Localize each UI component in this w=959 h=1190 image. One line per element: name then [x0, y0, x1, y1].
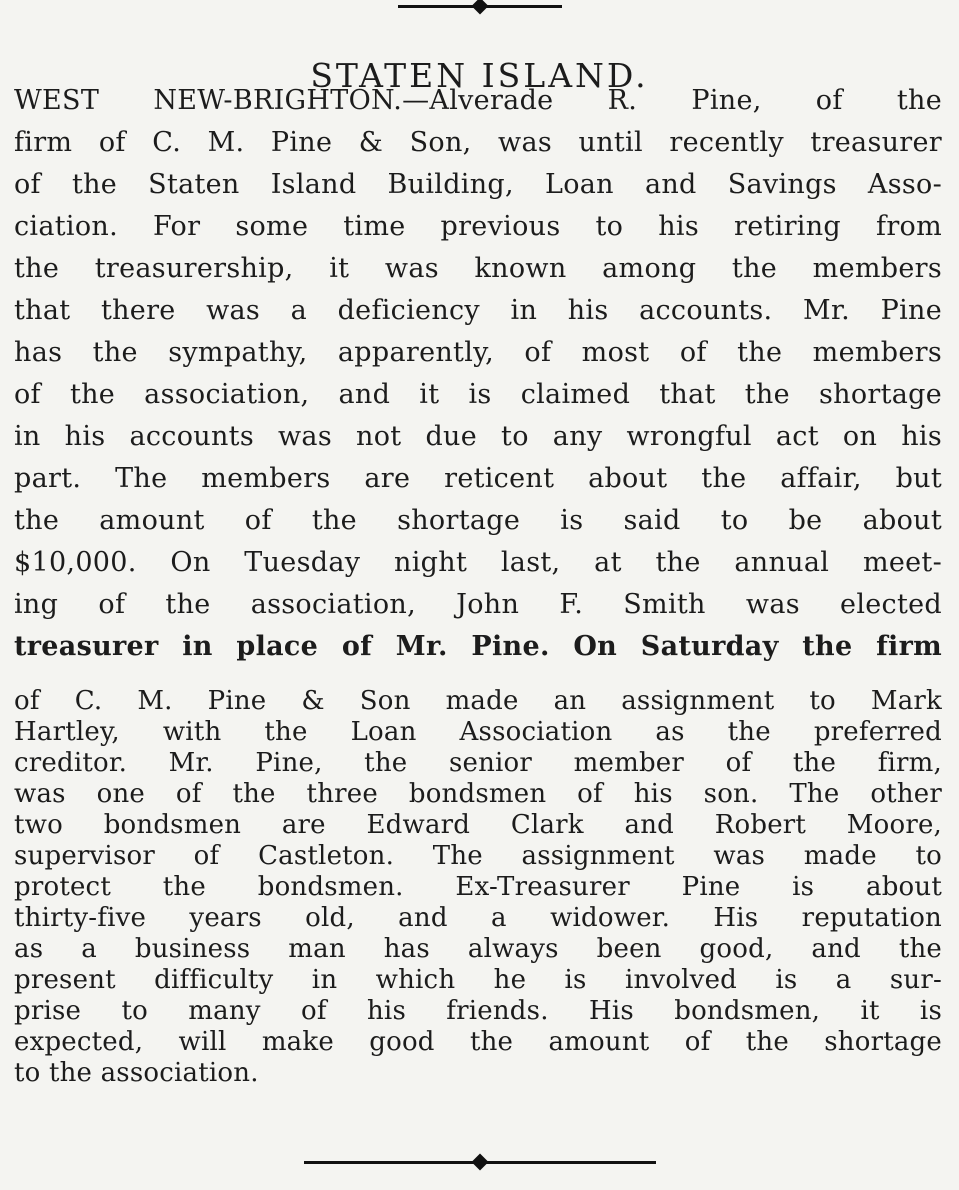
article-line: that there was a deficiency in his accounts. Mr. Pine — [14, 295, 942, 326]
article-line: two bondsmen are Edward Clark and Robert Moore, — [14, 810, 942, 840]
article-line: in his accounts was not due to any wrongful act on his — [14, 421, 942, 452]
article-line: to the association. — [14, 1058, 259, 1088]
article-line: was one of the three bondsmen of his son. The other — [14, 779, 942, 809]
rule-bar-left — [398, 5, 476, 8]
article-line: ciation. For some time previous to his retiring from — [14, 211, 942, 242]
article-body — [14, 80, 942, 1089]
article-line: protect the bondsmen. Ex-Treasurer Pine is about — [14, 872, 942, 902]
article-line: ing of the association, John F. Smith was elected — [14, 589, 942, 620]
diamond-ornament-icon — [471, 1154, 488, 1171]
rule-bar-right — [484, 5, 562, 8]
article-line: firm of C. M. Pine & Son, was until recently treasurer — [14, 127, 942, 158]
article-line: treasurer in place of Mr. Pine. On Saturday the firm — [14, 631, 942, 662]
article-line: creditor. Mr. Pine, the senior member of the firm, — [14, 748, 942, 778]
article-line: has the sympathy, apparently, of most of the members — [14, 337, 942, 368]
article-line: the amount of the shortage is said to be about — [14, 505, 942, 536]
article-line: expected, will make good the amount of the shortage — [14, 1027, 942, 1057]
article-line: of the Staten Island Building, Loan and Savings Asso- — [14, 169, 942, 200]
rule-bar-left — [304, 1161, 476, 1164]
article-line: part. The members are reticent about the affair, but — [14, 463, 942, 494]
article-line: thirty-five years old, and a widower. His reputation — [14, 903, 942, 933]
article-line: WEST NEW-BRIGHTON.—Alverade R. Pine, of the — [14, 85, 942, 116]
article-line: $10,000. On Tuesday night last, at the annual meet- — [14, 547, 942, 578]
article-line: present difficulty in which he is involved is a sur- — [14, 965, 942, 995]
bottom-divider-rule — [304, 1156, 656, 1168]
article-headline: STATEN ISLAND. — [310, 56, 649, 96]
top-divider-rule — [398, 0, 562, 12]
rule-bar-right — [484, 1161, 656, 1164]
article-line: the treasurership, it was known among the members — [14, 253, 942, 284]
article-line: as a business man has always been good, and the — [14, 934, 942, 964]
article-line: Hartley, with the Loan Association as the preferred — [14, 717, 942, 747]
article-line: of C. M. Pine & Son made an assignment to Mark — [14, 686, 942, 716]
article-line: of the association, and it is claimed that the shortage — [14, 379, 942, 410]
article-line: supervisor of Castleton. The assignment was made to — [14, 841, 942, 871]
article-line: prise to many of his friends. His bondsmen, it is — [14, 996, 942, 1026]
diamond-ornament-icon — [471, 0, 488, 14]
